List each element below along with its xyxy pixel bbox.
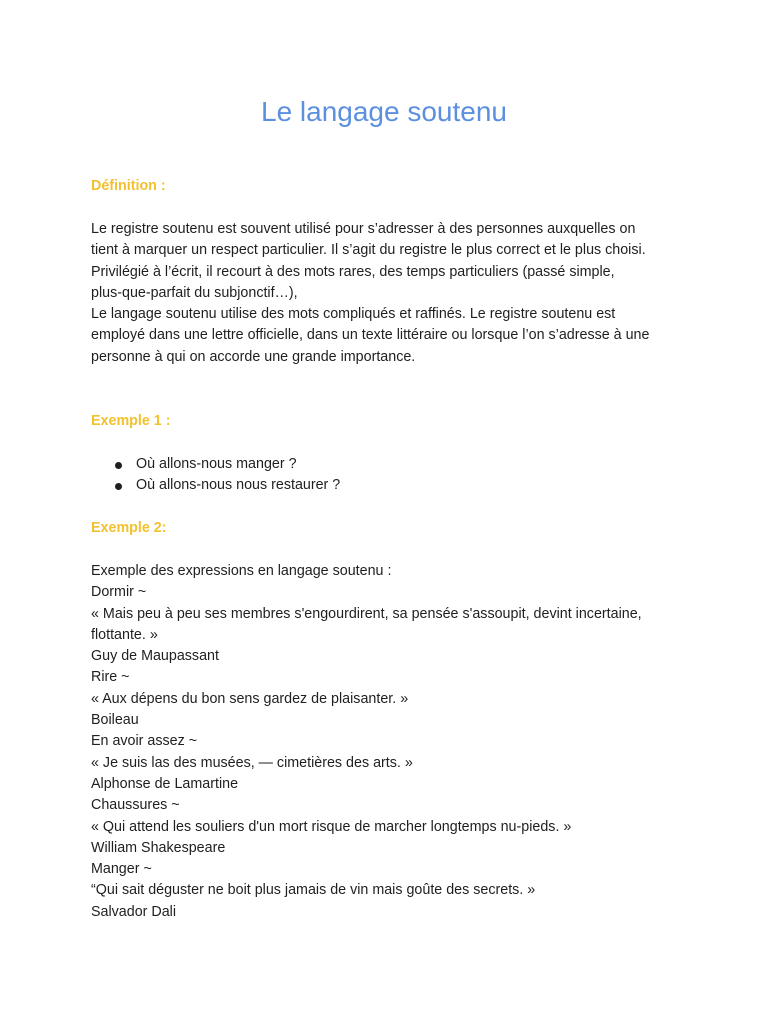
definition-line: Le langage soutenu utilise des mots compliqués et raffinés. Le registre soutenu est xyxy=(91,306,616,323)
bullet-icon xyxy=(115,462,122,469)
quote-line: “Qui sait déguster ne boit plus jamais de vin mais goûte des secrets. » xyxy=(91,882,536,899)
expression-term: Dormir ~ xyxy=(91,584,147,601)
quote-line: « Qui attend les souliers d'un mort risque de marcher longtemps nu-pieds. » xyxy=(91,818,572,835)
definition-paragraph xyxy=(91,219,691,368)
definition-line: employé dans une lettre officielle, dans un texte littéraire ou lorsque l’on s’adresse à une xyxy=(91,327,650,344)
expression-term: En avoir assez ~ xyxy=(91,733,198,750)
definition-heading: Définition : xyxy=(91,178,166,194)
example2-block xyxy=(91,561,691,923)
quote-author: Salvador Dali xyxy=(91,903,177,920)
example2-heading: Exemple 2: xyxy=(91,520,167,536)
list-item xyxy=(91,454,340,475)
bullet-icon xyxy=(115,483,122,490)
list-item xyxy=(91,475,340,496)
list-item-text: Où allons-nous nous restaurer ? xyxy=(136,477,341,494)
definition-line: plus-que-parfait du subjonctif…), xyxy=(91,284,298,301)
quote-line: « Mais peu à peu ses membres s'engourdirent, sa pensée s'assoupit, devint incertaine, xyxy=(91,605,642,622)
quote-line: « Aux dépens du bon sens gardez de plaisanter. » xyxy=(91,690,409,707)
definition-line: tient à marquer un respect particulier. Il s’agit du registre le plus correct et le plus choisi. xyxy=(91,242,646,259)
definition-line: Le registre soutenu est souvent utilisé pour s’adresser à des personnes auxquelles on xyxy=(91,221,636,237)
quote-line: « Je suis las des musées, — cimetières des arts. » xyxy=(91,754,413,771)
quote-author: William Shakespeare xyxy=(91,839,226,856)
list-item-text: Où allons-nous manger ? xyxy=(136,456,297,472)
quote-author: Guy de Maupassant xyxy=(91,648,219,665)
expression-term: Chaussures ~ xyxy=(91,797,180,814)
expression-term: Manger ~ xyxy=(91,861,152,878)
example1-heading: Exemple 1 : xyxy=(91,413,171,429)
definition-line: Privilégié à l’écrit, il recourt à des mots rares, des temps particuliers (passé simple, xyxy=(91,263,615,280)
page-title: Le langage soutenu xyxy=(261,96,507,127)
example2-intro: Exemple des expressions en langage soutenu : xyxy=(91,563,392,579)
quote-line: flottante. » xyxy=(91,626,158,643)
quote-author: Alphonse de Lamartine xyxy=(91,775,239,792)
quote-author: Boileau xyxy=(91,712,139,729)
definition-line: personne à qui on accorde une grande importance. xyxy=(91,348,416,365)
example1-list xyxy=(91,454,340,497)
expression-term: Rire ~ xyxy=(91,669,130,686)
